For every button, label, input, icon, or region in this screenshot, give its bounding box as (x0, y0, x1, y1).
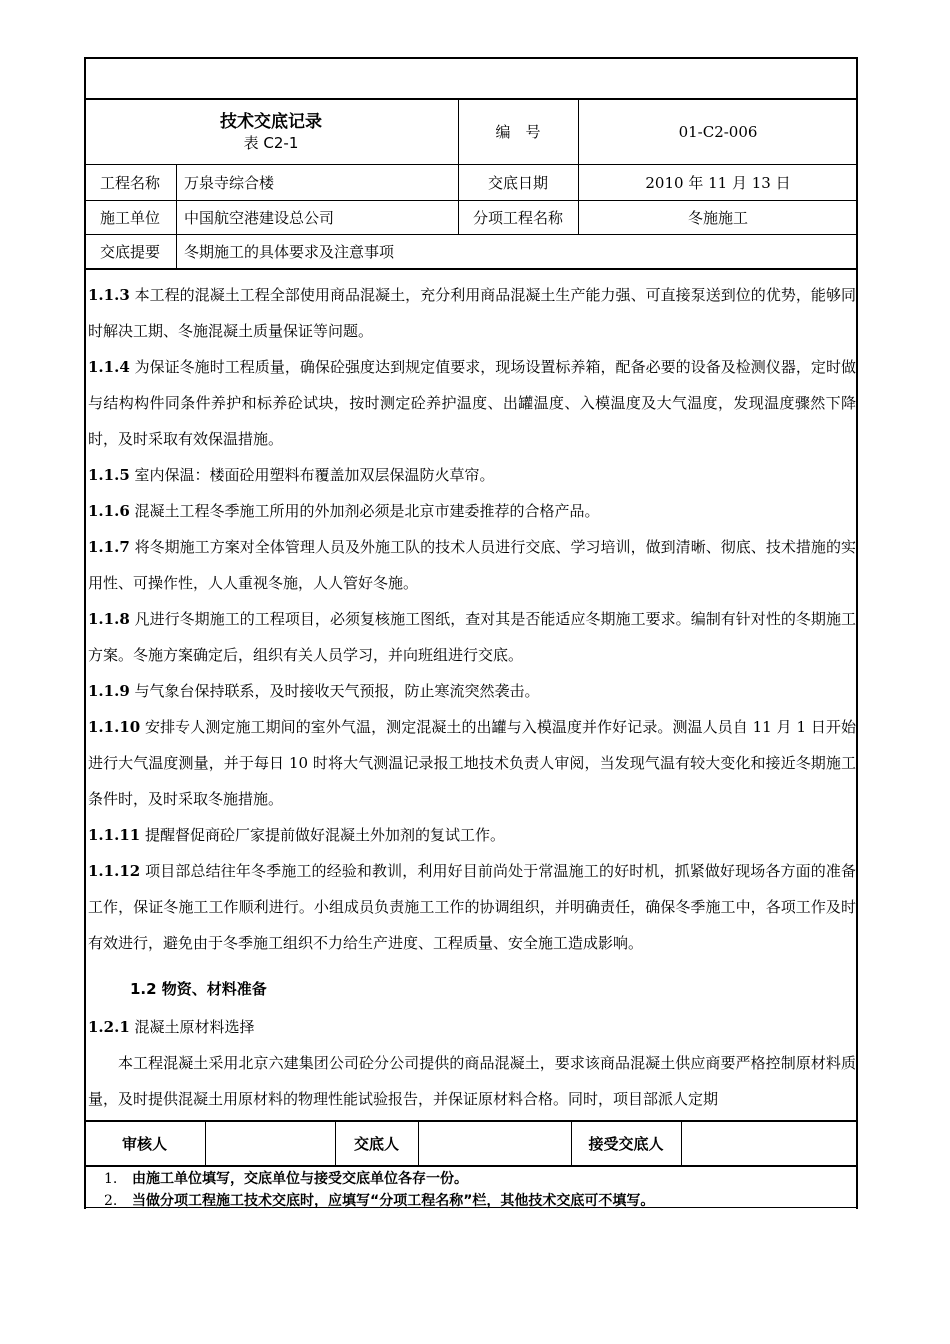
list-item (88, 673, 856, 709)
item-text: 将冬期施工方案对全体管理人员及外施工队的技术人员进行交底、学习培训，做到清晰、彻底、技术措施的实用性、可操作性，人人重视冬施，人人管好冬施。 (88, 538, 856, 592)
discloser-label: 交底人 (353, 1134, 399, 1153)
date-value: 2010 年 11 月 13 日 (645, 174, 791, 192)
number-label: 编 号 (495, 123, 541, 141)
summary-label: 交底提要 (99, 243, 160, 261)
item-number: 1.1.10 (88, 718, 141, 736)
item-text: 混凝土原材料选择 (129, 1018, 255, 1036)
rule (84, 268, 858, 270)
item-text: 项目部总结往年冬季施工的经验和教训，利用好目前尚处于常温施工的好时机，抓紧做好现场各方面的准备工作，保证冬施工工作顺利进行。小组成员负责施工工作的协调组织，并明确责任，确保冬季施工中，各项工作及时有效进行，避免由于冬季施工组织不力给生产进度、工程质量、安全施工造成影响。 (88, 862, 856, 952)
item-text: 提醒督促商砼厂家提前做好混凝土外加剂的复试工作。 (140, 826, 505, 844)
project-name: 万泉寺综合楼 (184, 174, 275, 192)
list-item (88, 853, 856, 961)
item-text: 为保证冬施时工程质量，确保砼强度达到规定值要求，现场设置标养箱，配备必要的设备及检测仪器，定时做与结构构件同条件养护和标养砼试块，按时测定砼养护温度、出罐温度、入模温度及大气温度，发现温度骤然下降时，及时采取有效保温措施。 (88, 358, 856, 448)
unit-label: 施工单位 (99, 209, 160, 227)
item-number: 1.1.5 (88, 466, 130, 484)
reviewer-field[interactable] (205, 1121, 335, 1165)
form-title: 技术交底记录 (220, 112, 322, 132)
rule (84, 1165, 858, 1167)
item-number: 1.1.6 (88, 502, 130, 520)
section-heading: 1.2 物资、材料准备 (130, 980, 267, 998)
item-number: 1.1.3 (88, 286, 130, 304)
item-text: 凡进行冬期施工的工程项目，必须复核施工图纸，查对其是否能适应冬期施工要求。编制有针对性的冬期施工方案。冬施方案确定后，组织有关人员学习，并向班组进行交底。 (88, 610, 856, 664)
sub-project-label: 分项工程名称 (472, 209, 563, 227)
note-text: 当做分项工程施工技术交底时，应填写“分项工程名称”栏，其他技术交底可不填写。 (132, 1193, 655, 1209)
list-item (88, 457, 856, 493)
list-item (88, 493, 856, 529)
item-text: 混凝土工程冬季施工所用的外加剂必须是北京市建委推荐的合格产品。 (129, 502, 600, 520)
item-number: 1.1.12 (88, 862, 141, 880)
list-item (88, 529, 856, 601)
item-number: 1.1.11 (88, 826, 141, 844)
list-item (88, 349, 856, 457)
note-text: 由施工单位填写，交底单位与接受交底单位各存一份。 (132, 1171, 468, 1187)
item-number: 1.2.1 (88, 1018, 130, 1036)
col-divider (176, 164, 177, 268)
item-text: 本工程的混凝土工程全部使用商品混凝土，充分利用商品混凝土生产能力强、可直接泵送到位的优势，能够同时解决工期、冬施混凝土质量保证等问题。 (88, 286, 856, 340)
reviewer-label: 审核人 (121, 1134, 167, 1153)
item-number: 1.1.9 (88, 682, 130, 700)
item-number: 1.1.8 (88, 610, 130, 628)
item-text: 室内保温：楼面砼用塑料布覆盖加双层保温防火草帘。 (129, 466, 495, 484)
note-1 (104, 1168, 468, 1188)
list-item (88, 709, 856, 817)
disclosure-content (88, 277, 856, 1117)
list-item (88, 817, 856, 853)
list-item (88, 601, 856, 673)
list-item (88, 1009, 856, 1045)
number-value: 01-C2-006 (678, 122, 758, 141)
discloser-field[interactable] (418, 1121, 571, 1165)
form-title-block (84, 99, 458, 165)
project-name-label: 工程名称 (99, 174, 160, 192)
form-code: 表 C2-1 (243, 134, 299, 152)
receiver-label: 接受交底人 (588, 1134, 664, 1153)
summary-value: 冬期施工的具体要求及注意事项 (184, 243, 395, 261)
sub-project-value: 冬施施工 (687, 209, 748, 227)
border-top (84, 57, 858, 59)
note-2 (104, 1190, 654, 1210)
unit-value: 中国航空港建设总公司 (184, 209, 335, 227)
item-text: 安排专人测定施工期间的室外气温，测定混凝土的出罐与入模温度并作好记录。测温人员自 11 月 1 日开始进行大气温度测量，并于每日 10 时将大气测温记录报工地技术负责人审阅，当发现气温有较大变化和接近冬期施工条件时，及时采取冬施措施。 (88, 718, 856, 808)
item-text: 与气象台保持联系，及时接收天气预报，防止寒流突然袭击。 (129, 682, 540, 700)
date-label: 交底日期 (487, 174, 548, 192)
receiver-field[interactable] (681, 1121, 856, 1165)
item-number: 1.1.7 (88, 538, 130, 556)
note-number: 1. (104, 1171, 118, 1187)
body-paragraph: 本工程混凝土采用北京六建集团公司砼分公司提供的商品混凝土，要求该商品混凝土供应商要严格控制原材料质量，及时提供混凝土用原材料的物理性能试验报告，并保证原材料合格。同时，项目部派人定期 (88, 1054, 856, 1108)
item-number: 1.1.4 (88, 358, 130, 376)
note-number: 2. (104, 1193, 118, 1209)
list-item (88, 277, 856, 349)
